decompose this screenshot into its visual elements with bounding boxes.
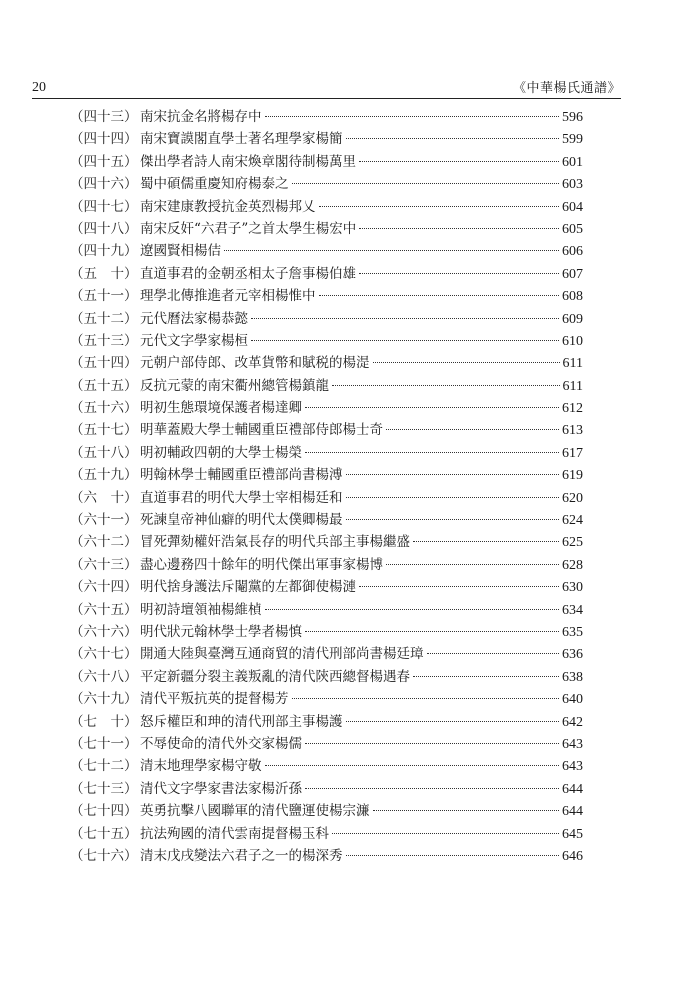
toc-entry-number: （六十二） [70, 534, 138, 551]
toc-entry-number: （六十八） [70, 668, 138, 685]
dot-leader [319, 295, 560, 296]
toc-entry-number: （四十七） [70, 198, 138, 215]
toc-entry [70, 711, 583, 733]
toc-entry-title: 清代文字學家書法家楊沂孫 [140, 780, 302, 797]
toc-entry [70, 442, 583, 464]
book-title: 《中華楊氏通譜》 [512, 81, 621, 96]
dot-leader [265, 116, 560, 117]
toc-entry-title: 元代曆法家楊恭懿 [140, 310, 248, 327]
toc-entry-number: （五十二） [70, 310, 138, 327]
dot-leader [359, 273, 559, 274]
dot-leader [359, 586, 559, 587]
toc-entry-title: 明華蓋殿大學士輔國重臣禮部侍郎楊士奇 [140, 422, 383, 439]
toc-entry-page: 612 [562, 401, 583, 417]
toc-entry [70, 464, 583, 486]
toc-entry-page: 596 [562, 110, 583, 125]
toc-entry-number: （四十四） [70, 131, 138, 148]
toc-entry-page: 638 [562, 669, 583, 685]
toc-entry [70, 643, 583, 665]
toc-entry [70, 621, 583, 643]
toc-entry-page: 634 [562, 602, 583, 618]
toc-entry-number: （七十四） [70, 803, 138, 820]
toc-entry-title: 清末戊戌變法六君子之一的楊深秀 [140, 847, 343, 864]
toc-entry-title: 直道事君的明代大學士宰相楊廷和 [140, 489, 343, 506]
toc-entry-title: 理學北傳推進者元宰相楊惟中 [140, 288, 316, 305]
toc-entry [70, 352, 583, 374]
toc-entry-page: 635 [562, 624, 583, 640]
toc-entry-page: 640 [562, 692, 583, 708]
toc-entry-page: 605 [562, 221, 583, 237]
toc-entry [70, 778, 583, 800]
toc-entry-number: （六十三） [70, 556, 138, 573]
toc-entry [70, 419, 583, 441]
toc-entry-page: 611 [562, 356, 583, 372]
dot-leader [305, 407, 559, 408]
dot-leader [346, 138, 560, 139]
toc-entry-page: 620 [562, 490, 583, 506]
toc-entry-title: 遼國賢相楊佶 [140, 243, 221, 260]
toc-entry-number: （六十一） [70, 512, 138, 529]
toc-entry-title: 明代狀元翰林學士學者楊慎 [140, 623, 302, 640]
toc-entry-page: 608 [562, 289, 583, 305]
toc-entry [70, 151, 583, 173]
dot-leader [359, 161, 559, 162]
page-header [32, 72, 621, 96]
toc-entry-page: 610 [562, 333, 583, 349]
toc-entry-page: 609 [562, 311, 583, 327]
toc-entry [70, 285, 583, 307]
dot-leader [332, 833, 559, 834]
toc-entry-number: （五十九） [70, 467, 138, 484]
toc-entry-number: （五十四） [70, 355, 138, 372]
toc-entry-number: （七十三） [70, 780, 138, 797]
toc-entry-page: 624 [562, 513, 583, 529]
toc-entry-number: （七十一） [70, 735, 138, 752]
toc-entry-page: 604 [562, 199, 583, 215]
toc-entry [70, 666, 583, 688]
toc-entry-title: 明初詩壇領袖楊維楨 [140, 601, 262, 618]
dot-leader [386, 429, 559, 430]
toc-entry-number: （五十六） [70, 400, 138, 417]
toc-entry-page: 606 [562, 244, 583, 260]
toc-entry-page: 611 [562, 378, 583, 394]
toc-entry-page: 617 [562, 445, 583, 461]
toc-entry [70, 531, 583, 553]
toc-entry-page: 628 [562, 557, 583, 573]
dot-leader [251, 318, 559, 319]
toc-entry [70, 599, 583, 621]
dot-leader [346, 721, 560, 722]
toc-entry-page: 645 [562, 826, 583, 842]
toc-entry-number: （七十五） [70, 825, 138, 842]
toc-entry-title: 明代捨身護法斥閹黨的左都御使楊漣 [140, 579, 356, 596]
toc-entry-title: 反抗元蒙的南宋衢州總管楊鎮龍 [140, 377, 329, 394]
toc-entry [70, 576, 583, 598]
toc-entry [70, 308, 583, 330]
toc-entry-page: 644 [562, 804, 583, 820]
toc-entry-title: 盡心邊務四十餘年的明代傑出軍事家楊博 [140, 556, 383, 573]
toc-entry-page: 630 [562, 580, 583, 596]
toc-entry-title: 南宋寶謨閣直學士著名理學家楊簡 [140, 131, 343, 148]
dot-leader [305, 743, 559, 744]
toc-entry [70, 128, 583, 150]
toc-entry [70, 509, 583, 531]
dot-leader [292, 183, 560, 184]
toc-entry-title: 清末地理學家楊守敬 [140, 758, 262, 775]
toc-entry [70, 755, 583, 777]
dot-leader [373, 810, 560, 811]
toc-entry-title: 死諫皇帝神仙癖的明代太僕卿楊最 [140, 512, 343, 529]
toc-entry-number: （四十九） [70, 243, 138, 260]
dot-leader [413, 676, 559, 677]
page-number: 20 [32, 80, 46, 95]
toc-entry [70, 218, 583, 240]
toc-entry [70, 733, 583, 755]
toc-entry-page: 619 [562, 468, 583, 484]
toc-entry [70, 823, 583, 845]
toc-entry-title: 不辱使命的清代外交家楊儒 [140, 735, 302, 752]
dot-leader [265, 765, 560, 766]
dot-leader [386, 564, 559, 565]
toc-entry-title: 南宋反奸“六君子”之首太學生楊宏中 [140, 220, 357, 237]
toc-entry-page: 643 [562, 759, 583, 775]
toc-entry [70, 106, 583, 128]
toc-entry-number: （五十七） [70, 422, 138, 439]
toc-entry-title: 抗法殉國的清代雲南提督楊玉科 [140, 825, 329, 842]
toc-entry [70, 845, 583, 867]
toc-entry-title: 平定新疆分裂主義叛亂的清代陝西總督楊遇春 [140, 668, 410, 685]
toc-entry-title: 怒斥權臣和珅的清代刑部主事楊護 [140, 713, 343, 730]
toc-entry-page: 625 [562, 535, 583, 551]
toc-entry-page: 601 [562, 154, 583, 170]
toc-entry-title: 明翰林學士輔國重臣禮部尚書楊溥 [140, 467, 343, 484]
toc-entry [70, 688, 583, 710]
toc-entry-number: （五 十） [70, 265, 138, 282]
dot-leader [346, 497, 560, 498]
toc-entry-page: 646 [562, 848, 583, 864]
toc-entry-page: 642 [562, 714, 583, 730]
dot-leader [305, 788, 559, 789]
toc-entry-number: （四十三） [70, 109, 138, 125]
dot-leader [346, 519, 560, 520]
toc-entry [70, 173, 583, 195]
toc-entry [70, 375, 583, 397]
toc-entry-page: 643 [562, 736, 583, 752]
toc-entry [70, 240, 583, 262]
toc-entry-title: 清代平叛抗英的提督楊芳 [140, 691, 289, 708]
toc-entry-title: 直道事君的金朝丞相太子詹事楊伯雄 [140, 265, 356, 282]
toc-entry-page: 644 [562, 781, 583, 797]
toc-entry-number: （七十六） [70, 847, 138, 864]
toc-entry-number: （五十八） [70, 444, 138, 461]
toc-entry [70, 487, 583, 509]
toc-entry-number: （五十五） [70, 377, 138, 394]
table-of-contents [70, 106, 583, 867]
toc-entry-title: 元朝户部侍郎、改革貨幣和賦税的楊湜 [140, 355, 370, 372]
toc-entry-title: 元代文字學家楊桓 [140, 332, 248, 349]
toc-entry-title: 傑出學者詩人南宋煥章閣待制楊萬里 [140, 153, 356, 170]
toc-entry-title: 明初輔政四朝的大學士楊榮 [140, 444, 302, 461]
dot-leader [413, 541, 559, 542]
toc-entry-title: 開通大陸與臺灣互通商貿的清代刑部尚書楊廷璋 [140, 646, 424, 663]
toc-entry-number: （四十五） [70, 153, 138, 170]
toc-entry-number: （五十一） [70, 288, 138, 305]
toc-entry-number: （四十六） [70, 176, 138, 193]
toc-entry-title: 蜀中碩儒重慶知府楊泰之 [140, 176, 289, 193]
dot-leader [265, 609, 560, 610]
dot-leader [319, 206, 560, 207]
toc-entry-title: 南宋抗金名將楊存中 [140, 109, 262, 125]
dot-leader [305, 452, 559, 453]
toc-entry-title: 南宋建康教授抗金英烈楊邦乂 [140, 198, 316, 215]
toc-entry-page: 613 [562, 423, 583, 439]
dot-leader [224, 250, 559, 251]
toc-entry [70, 196, 583, 218]
dot-leader [373, 362, 560, 363]
toc-entry-page: 636 [562, 647, 583, 663]
toc-entry-page: 599 [562, 132, 583, 148]
toc-entry-page: 607 [562, 266, 583, 282]
toc-entry-number: （四十八） [70, 220, 138, 237]
toc-entry [70, 554, 583, 576]
toc-entry [70, 397, 583, 419]
dot-leader [359, 228, 559, 229]
toc-entry [70, 330, 583, 352]
toc-entry-number: （七十二） [70, 758, 138, 775]
dot-leader [332, 385, 560, 386]
toc-entry-number: （六 十） [70, 489, 138, 506]
toc-entry [70, 800, 583, 822]
dot-leader [427, 653, 560, 654]
toc-entry-title: 英勇抗擊八國聯軍的清代鹽運使楊宗濂 [140, 803, 370, 820]
toc-entry-number: （六十六） [70, 623, 138, 640]
toc-entry-number: （六十九） [70, 691, 138, 708]
toc-entry-page: 603 [562, 177, 583, 193]
dot-leader [251, 340, 559, 341]
toc-entry-number: （六十五） [70, 601, 138, 618]
toc-entry-number: （五十三） [70, 332, 138, 349]
toc-entry-title: 明初生態環境保護者楊達卿 [140, 400, 302, 417]
toc-entry [70, 263, 583, 285]
toc-entry-number: （六十四） [70, 579, 138, 596]
dot-leader [292, 698, 560, 699]
header-rule [32, 98, 621, 99]
toc-entry-title: 冒死彈劾權奸浩氣長存的明代兵部主事楊繼盛 [140, 534, 410, 551]
dot-leader [346, 855, 560, 856]
dot-leader [346, 474, 560, 475]
toc-entry-number: （六十七） [70, 646, 138, 663]
dot-leader [305, 631, 559, 632]
toc-entry-number: （七 十） [70, 713, 138, 730]
